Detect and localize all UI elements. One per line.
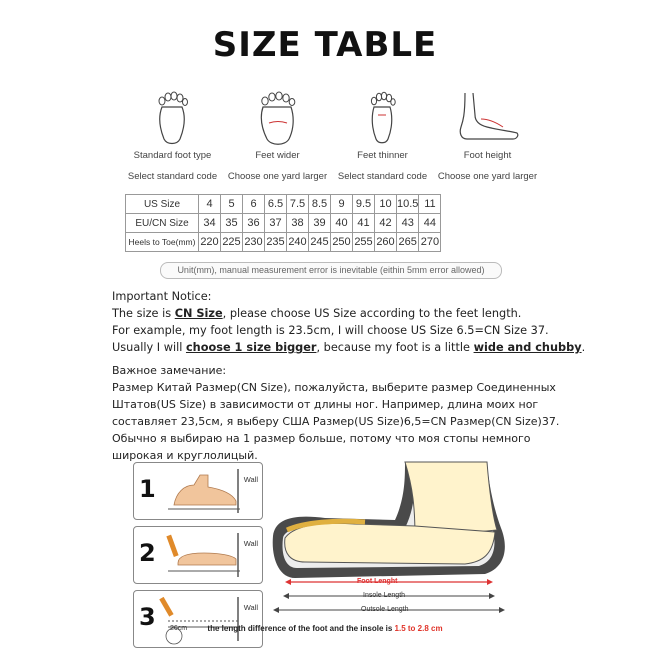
notice-text: Usually I will [112,341,186,354]
notice-russian [112,362,560,464]
foot-type-wider [225,85,330,182]
standard-foot-icon [148,85,198,147]
size-cell: 240 [287,233,309,252]
size-cell: 245 [309,233,331,252]
size-cell: 250 [331,233,353,252]
size-cell: 230 [243,233,265,252]
notice-line-ru: широкая и круглолицый. [112,449,258,462]
measure-step-1 [133,462,263,520]
row-label: US Size [126,195,199,214]
size-cell: 11 [419,195,441,214]
notice-line-ru: Штатов(US Size) в зависимости от длины ног. Например, длина моих ног [112,398,539,411]
size-cell: 42 [375,214,397,233]
thin-foot-icon [358,85,408,147]
notice-emphasis: choose 1 size bigger [185,341,317,354]
measure-step-3 [133,590,263,648]
notice-line-ru: Обычно я выбираю на 1 размер больше, потому что моя стопы немного [112,432,531,445]
size-cell: 6 [243,195,265,214]
wall-label: Wall [243,539,258,548]
foot-caption: Standard foot type [133,150,212,161]
foot-caption: Feet wider [255,150,300,161]
row-us-size [126,195,441,214]
size-cell: 6.5 [265,195,287,214]
size-cell: 38 [287,214,309,233]
foot-length-label: Foot Lenght [357,578,398,585]
size-cell: 9 [331,195,353,214]
size-cell: 34 [199,214,221,233]
size-cell: 41 [353,214,375,233]
wall-label: Wall [243,603,258,612]
notice-heading: Important Notice: [112,290,212,303]
foot-advice: Select standard code [337,171,428,182]
size-cell: 35 [221,214,243,233]
wide-foot-icon [253,85,303,147]
notice-line: For example, my foot length is 23.5cm, I will choose US Size 6.5=CN Size 37. [112,324,549,337]
notice-heading-ru: Важное замечание: [112,364,227,377]
size-cell: 8.5 [309,195,331,214]
size-table [125,194,441,252]
size-cell: 10.5 [397,195,419,214]
page-title: SIZE TABLE [212,25,438,65]
notice-english [112,288,586,356]
size-cell: 9.5 [353,195,375,214]
size-cell: 225 [221,233,243,252]
ruler-icon [134,591,262,647]
notice-line-ru: Размер Китай Размер(CN Size), пожалуйста, выберите размер Соединенных [112,381,556,394]
foot-caption: Feet thinner [357,150,408,161]
row-label: EU/CN Size [126,214,199,233]
notice-text: . [581,341,586,354]
notice-text: , please choose US Size according to the feet length. [222,307,522,320]
size-cell: 270 [419,233,441,252]
size-cell: 39 [309,214,331,233]
notice-emphasis: CN Size [174,307,223,320]
notice-line [112,339,586,356]
size-cell: 40 [331,214,353,233]
length-difference-note [0,624,650,633]
row-heel-to-toe [126,233,441,252]
foot-types [120,85,540,190]
measure-step-2 [133,526,263,584]
size-cell: 260 [375,233,397,252]
foot-type-thinner [330,85,435,182]
note-range: 1.5 to 2.8 cm [394,624,443,633]
size-cell: 10 [375,195,397,214]
wall-label: Wall [243,475,258,484]
note-text: the length difference of the foot and the insole is [207,624,395,633]
foot-advice: Choose one yard larger [227,171,328,182]
size-cell: 220 [199,233,221,252]
foot-against-wall-icon [134,463,262,519]
pencil-mark-icon [134,527,262,583]
foot-type-height [435,85,540,182]
size-cell: 235 [265,233,287,252]
row-eu-cn-size [126,214,441,233]
step-number: 1 [139,475,156,503]
foot-advice: Select standard code [127,171,218,182]
size-cell: 37 [265,214,287,233]
insole-length-label: Insole Length [363,592,406,599]
notice-text: The size is [112,307,175,320]
foot-type-standard [120,85,225,182]
size-cell: 265 [397,233,419,252]
notice-line-ru: составляет 23,5см, я выберу США Размер(US Size)6,5=CN Размер(CN Size)37. [112,415,560,428]
row-label: Heels to Toe(mm) [126,233,199,252]
size-cell: 43 [397,214,419,233]
shoe-cross-section-icon [265,458,515,628]
size-cell: 255 [353,233,375,252]
step-number: 2 [139,539,156,567]
notice-text: , because my foot is a little [316,341,474,354]
foot-height-icon [453,85,523,147]
notice-emphasis: wide and chubby [473,341,582,354]
shoe-length-diagram [265,458,515,628]
size-cell: 5 [221,195,243,214]
measure-value: 26cm [170,625,188,632]
foot-caption: Foot height [463,150,512,161]
foot-advice: Choose one yard larger [437,171,538,182]
notice-line [112,305,542,322]
step-number: 3 [139,603,156,631]
size-cell: 36 [243,214,265,233]
size-cell: 7.5 [287,195,309,214]
outsole-length-label: Outsole Length [361,606,409,613]
unit-note: Unit(mm), manual measurement error is inevitable (eithin 5mm error allowed) [160,262,502,279]
size-cell: 4 [199,195,221,214]
size-cell: 44 [419,214,441,233]
